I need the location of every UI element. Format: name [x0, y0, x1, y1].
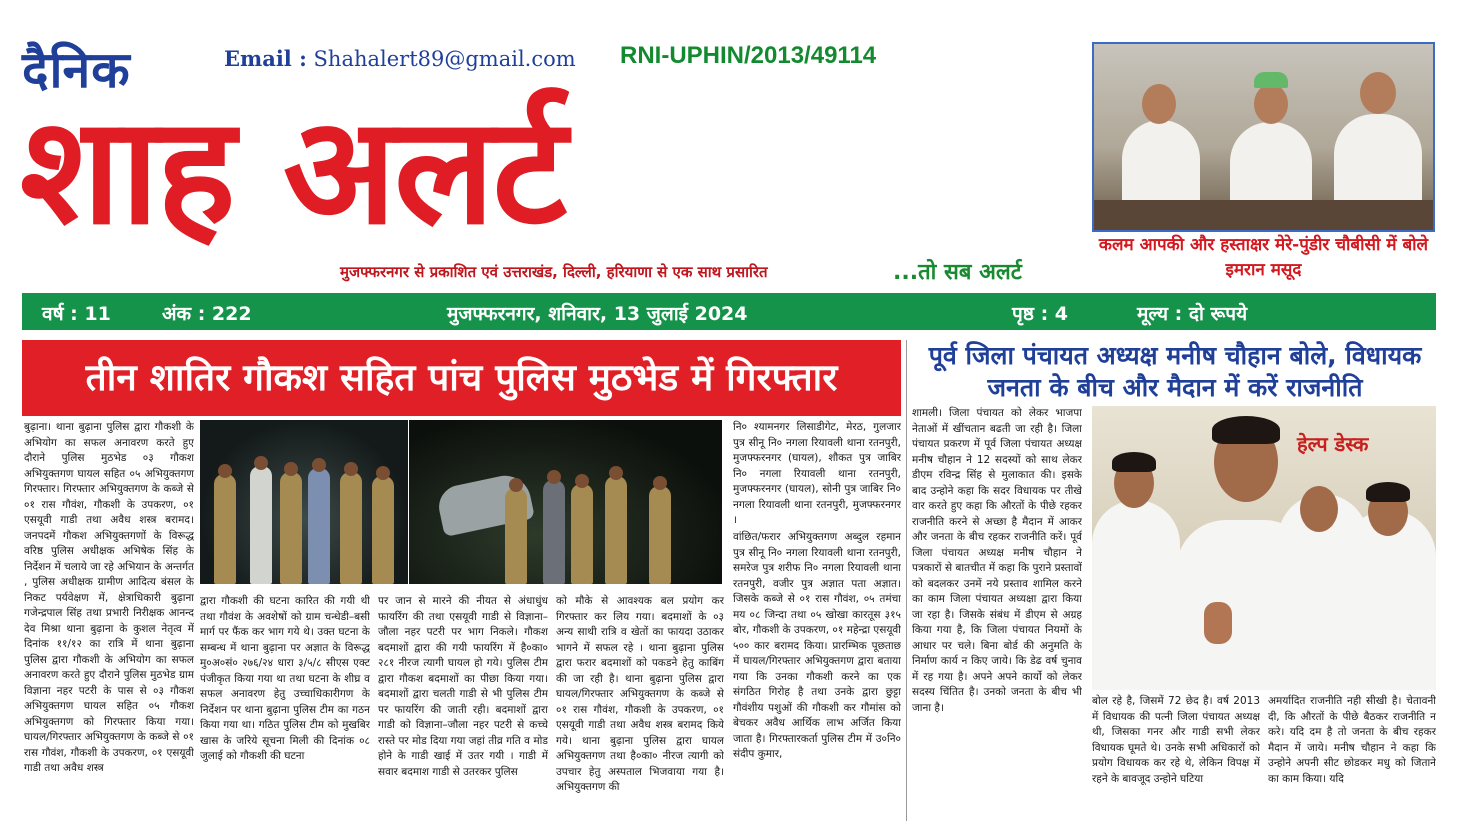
- police-head: [509, 478, 523, 492]
- photo-person-head: [1360, 72, 1396, 114]
- suspect-head: [254, 456, 268, 470]
- page-number: पृष्ठ : 4: [1012, 303, 1069, 325]
- suspect-figure: [308, 468, 330, 584]
- police-figure: [505, 488, 527, 584]
- police-head: [575, 474, 589, 488]
- police-head: [376, 466, 390, 480]
- right-story-headline: पूर्व जिला पंचायत अध्यक्ष मनीष चौहान बोले, विधायक जनता के बीच और मैदान में करें राजनीति: [928, 341, 1422, 402]
- masthead-title: शाह अलर्ट: [20, 86, 566, 256]
- police-figure: [280, 472, 302, 584]
- left-story-col5b: वांछित/फरार अभियुक्तगण अब्दुल रहमान पुत्र सीनू नि० नगला रियावली थाना रतनपुरी, समरेज पुत्र शरीफ नि० नगला रियावली थाना रतनपुरी, वजीर पुत्र अज्ञात पता अज्ञात। जिसके कब्जे से ०१ रास गौवंश, ०५ तमंचा मय ०८ जिन्दा तथा ०५ खोखा कारतूस ३१५ बोर, गौकशी के उपकरण, ०१ महेन्द्रा एसयूवी ५०० कार बरामद किया। प्रारम्भिक पूछताछ में घायल/गिरफ्तार अभियुक्तगण द्वारा बताया गया कि उनका गौकशी करने का एक संगठित गिरोह है तथा उनके द्वारा छुट्टा गौवंशीय पशुओं की गौकशी कर गौमांस को बेचकर अवैध आर्थिक लाभ अर्जित किया जाता है। गिरफ्तारकर्ता पुलिस टीम में उ०नि० संदीप कुमार,: [733, 531, 901, 760]
- suspect-head: [547, 470, 561, 484]
- speaker-hair: [1212, 416, 1280, 444]
- info-bar: [22, 293, 1436, 330]
- column-divider: [906, 340, 907, 821]
- email-line: [224, 46, 576, 71]
- photo-person-head: [1300, 486, 1338, 532]
- photo-person: [1342, 510, 1436, 690]
- email-label: Email :: [224, 46, 307, 71]
- photo-person-head: [1254, 84, 1288, 124]
- police-head: [284, 462, 298, 476]
- police-photo-2: [409, 420, 722, 584]
- green-cap: [1254, 72, 1288, 88]
- help-desk-sign: हेल्प डेस्क: [1297, 432, 1369, 456]
- tagline: मुजफ्फरनगर से प्रकाशित एवं उत्तराखंड, दिल्ली, हरियाणा से एक साथ प्रसारित: [340, 263, 768, 281]
- tagline-slogan: ...तो सब अलर्ट: [893, 260, 1022, 285]
- top-photo-caption: कलम आपकी और हस्ताक्षर मेरे-पुंडीर चौबीसी में बोले इमरान मसूद: [1098, 235, 1429, 280]
- photo-person: [1092, 500, 1180, 690]
- price: मूल्य : दो रूपये: [1137, 303, 1248, 325]
- year: वर्ष : 11: [42, 303, 111, 325]
- suspect-figure: [250, 466, 272, 584]
- photo-table: [1094, 200, 1433, 230]
- top-news-photo: [1092, 42, 1435, 232]
- police-head: [218, 464, 232, 478]
- left-story-col3: पर जान से मारने की नीयत से अंधाधुंध फायरिंग की तथा एसयूवी गाडी से विज्ञाना–जौला नहर पटरी पर भाग निकले। गौकश बदमाशों द्वारा की गयी फायरिंग में है०का० २८१ नीरज त्यागी घायल हो गये। पुलिस टीम द्वारा गौकश बदमाशों का पीछा किया गया। बदमाशों द्वारा चलती गाडी से भी पुलिस टीम पर फायरिंग की जाती रही। बदमाशों द्वारा गाडी को विज्ञाना–जौला नहर पटरी से कच्चे रास्ते पर मोड दिया गया जहां तीव्र गति व मोड होने के गाडी खाई में उतर गयी । गाडी में सवार बदमाश गाडी से उतरकर पुलिस: [378, 595, 548, 778]
- police-figure: [340, 472, 362, 584]
- email-address[interactable]: Shahalert89@gmail.com: [313, 47, 576, 71]
- manish-chauhan-photo: [1092, 406, 1436, 690]
- right-story-col3: अमर्यादित राजनीति नही सीखी है। चेतावनी दी, कि औरतों के पीछे बैठकर राजनीति न करे। यदि दम है तो जनता के बीच रहकर मैदान में जाये। मनीष चौहान ने कहा कि उन्होने अपनी सीट छोडकर मधु को जिताने का काम किया। यदि: [1268, 695, 1436, 785]
- issue: अंक : 222: [162, 303, 252, 325]
- police-figure: [571, 484, 593, 584]
- speaker-figure: [1176, 520, 1314, 690]
- left-story-headline: तीन शातिर गौकश सहित पांच पुलिस मुठभेड में गिरफ्तार: [22, 340, 901, 416]
- masthead-dainik: दैनिक: [22, 41, 131, 99]
- police-figure: [372, 476, 394, 584]
- police-figure: [605, 476, 627, 584]
- dateline: मुजफ्फरनगर, शनिवार, 13 जुलाई 2024: [447, 303, 748, 325]
- police-head: [344, 462, 358, 476]
- police-photo-1: [200, 420, 408, 584]
- police-figure: [649, 486, 671, 584]
- photo-person-hair: [1366, 482, 1410, 502]
- right-story-col2: बोल रहे है, जिसमें 72 छेद है। वर्ष 2013 में विधायक की पत्नी जिला पंचायत अध्यक्ष थी, जिसका गनर और गाडी सभी लेकर विधायक घूमते थे। उनके सभी अधिकारों को प्रयोग विधायक कर रहे थे, लेकिन विपक्ष में रहने के बावजूद उन्होने घटिया: [1092, 695, 1260, 785]
- police-figure: [214, 474, 236, 584]
- speaker-hand: [1204, 602, 1232, 644]
- right-story-col1: शामली। जिला पंचायत को लेकर भाजपा नेताओं में खींचतान बढती जा रही है। जिला पंचायत प्रकरण में पूर्व जिला पंचायत अध्यक्ष मनीष चौहान ने 12 सदस्यों को साथ लेकर डीएम रविन्द्र सिंह से मुलाकात की। इसके बाद उन्होने कहा कि सदर विधायक पर तीखे वार करते हुए कहा कि औरतों के पीछे रहकर राजनीति करने से अच्छा है मैदान में आकर और जनता के बीच रहकर राजनीति करें। पूर्व जिला पंचायत अध्यक्ष मनीष चौहान ने पत्रकारों से बातचीत में कहा कि पुराने प्रस्तावों को बदलकर उनमें नये प्रस्ताव शामिल करने का काम जिला पंचायत अध्यक्षा द्वारा किया जा रहा है। जिसके संबंध में डीएम से अग्रह किया गया है, कि जिला पंचायत नियमों के आधार पर चले। बिना बोर्ड की अनुमति के निर्माण कार्य न किए जाये। कि डेढ वर्ष चुनाव में रह गया है। अपने अपने कार्यो को लेकर सदस्य चिंतित है। उनको जनता के बीच भी जाना है।: [912, 407, 1082, 714]
- photo-person-hair: [1112, 452, 1156, 472]
- police-head: [653, 476, 667, 490]
- police-head: [609, 466, 623, 480]
- photo-person-head: [1142, 84, 1176, 124]
- rni-number: RNI-UPHIN/2013/49114: [620, 42, 877, 69]
- left-story-col2: द्वारा गौकशी की घटना कारित की गयी थी तथा गौवंश के अवशेषों को ग्राम चन्धेडी–बसी मार्ग पर फैंक कर भाग गये थे। उक्त घटना के सम्बन्ध में थाना बुढ़ाना पर अज्ञात के विरूद्ध मु०अ०सं० २७६/२४ धारा ३/५/८ सीएस एक्ट पंजीकृत किया गया था तथा घटना के शीघ्र व सफल अनावरण हेतु उच्चाधिकारीगण के निर्देशन पर थाना बुढ़ाना पुलिस टीम का गठन किया गया था। गठित पुलिस टीम को मुखबिर खास के जरिये सूचना मिली की दिनांक ०८ जुलाई को गौकशी की घटना: [200, 595, 370, 762]
- suspect-head: [312, 458, 326, 472]
- left-story-col1: बुढ़ाना। थाना बुढ़ाना पुलिस द्वारा गौकशी के अभियोग का सफल अनावरण करते हुए दौराने पुलिस मुठभेड ०३ गौकश अभियुक्तगण घायल सहित ०५ अभियुक्तगण गिरफ्तार। गिरफ्तार अभियुक्तगण के कब्जे से ०१ रास गौवंश, गौकशी के उपकरण, ०१ एसयूवी गाडी तथा अवैध शस्त्र बरामद। जनपदमें गौकश अभियुक्तगणों के विरूद्ध वरिष्ठ पुलिस अधीक्षक अभिषेक सिंह के निर्देशन में चलाये जा रहे अभियान के अन्तर्गत , पुलिस अधीक्षक ग्रामीण आदित्य बंसल के निकट पर्यवेक्षण में, क्षेत्राधिकारी बुढ़ाना गजेन्द्रपाल सिंह तथा प्रभारी निरीक्षक आनन्द देव मिश्रा थाना बुढ़ाना के कुशल नेतृत्व में दिनांक ११/१२ का रात्रि में थाना बुढ़ाना पुलिस द्वारा गौकशी के अभियोग का सफल अनावरण करते हुए दौराने पुलिस मुठभेड ग्राम विज्ञाना नहर पटरी के पास से ०३ गौकश अभियुक्तगण घायल सहित ०५ गौकश अभियुक्तगण को गिरफ्तार किया गया। घायल/गिरफ्तार अभियुक्तगण के कब्जे से ०१ रास गौवंश, गौकशी के उपकरण, ०१ एसयूवी गाडी तथा अवैध शस्त्र: [24, 421, 194, 774]
- left-story-col4: को मौके से आवश्यक बल प्रयोग कर गिरफ्तार कर लिय गया। बदमाशों के ०३ अन्य साथी रात्रि व खेतों का फायदा उठाकर भागने में सफल रहे । थाना बुढ़ाना पुलिस द्वारा फरार बदमाशों को पकडने हेतु काबिंग की जा रही है। थाना बुढ़ाना पुलिस द्वारा घायल/गिरफ्तार अभियुक्तगण के कब्जे से ०१ रास गौवंश, गौकशी के उपकरण, ०१ एसयूवी गाडी तथा अवैध शस्त्र बरामद किये गये। थाना बुढ़ाना पुलिस द्वारा घायल अभियुक्तगण तथा है०का० नीरज त्यागी को उपचार हेतु अस्पताल भिजवाया गया है। अभियुक्तगण की: [556, 595, 724, 793]
- suspect-figure: [543, 480, 565, 584]
- left-story-col5a: नि० श्यामनगर लिसाडीगेट, मेरठ, गुलजार पुत्र सीनू नि० नगला रियावली थाना रतनपुरी, मुजफ्फरनगर (घायल), शौकत पुत्र जाबिर नि० नगला रियावली थाना रतनपुरी, मुजफ्फरनगर (घायल), सोनी पुत्र जाबिर नि० नगला रियावली थाना रतनपुरी, मुजफ्फरनगर ।: [733, 421, 901, 526]
